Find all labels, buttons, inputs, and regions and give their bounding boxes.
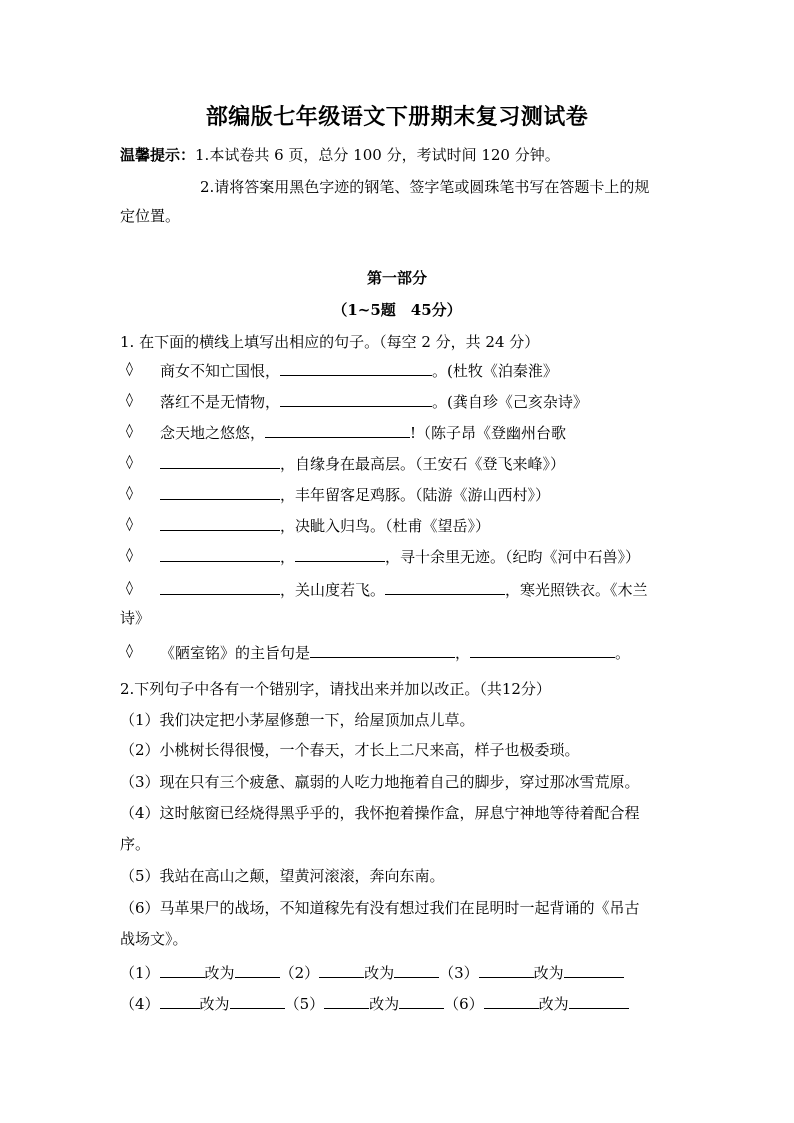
tips-label: 温馨提示： [120,146,196,164]
part-heading: 第一部分 [366,269,427,287]
bullet-icon: ◊ [126,580,133,596]
answer-blank[interactable] [160,578,280,595]
answer-blank[interactable] [295,545,385,562]
answer-blank[interactable] [484,992,539,1009]
q1-item-6 [160,514,490,536]
item-post: ，寒光照铁衣。《木兰 [505,581,648,599]
q1-item-3 [160,421,566,443]
item-mid: ， [455,644,471,662]
answer-blank[interactable] [569,992,629,1009]
answer-blank[interactable] [394,961,439,978]
bullet-icon: ◊ [126,643,133,659]
q1-item-5 [160,483,550,505]
answer-blank[interactable] [160,992,200,1009]
answer-blank[interactable] [235,961,280,978]
change-label: 改为 [533,964,564,982]
item-post: 。(杜牧《泊秦淮》 [432,362,558,380]
q2-answer-row-2 [120,992,629,1014]
q1-item-7 [160,545,640,567]
part-subheading: （1~5题 45分） [332,301,462,319]
item-post: ，自缘身在最高层。（王安石《登飞来峰》） [280,455,566,473]
answer-blank[interactable] [160,483,280,500]
tips-line-3: 定位置。 [120,207,181,225]
change-label: 改为 [364,964,395,982]
item-post: !（陈子昂《登幽州台歌 [410,424,567,442]
answer-number: （5） [284,995,325,1013]
q2-stem: 2.下列句子中各有一个错别字，请找出来并加以改正。（共12分） [120,680,551,698]
change-label: 改为 [538,995,569,1013]
answer-blank[interactable] [564,961,624,978]
q2-sentence-6-wrap: 战场文》。 [120,930,188,948]
answer-blank[interactable] [160,514,280,531]
bullet-icon: ◊ [126,516,133,532]
answer-number: （6） [444,995,484,1013]
tips-line-1 [120,145,560,165]
answer-blank[interactable] [324,992,369,1009]
q1-item-8 [160,578,648,600]
answer-blank[interactable] [230,992,285,1009]
change-label: 改为 [369,995,400,1013]
bullet-icon: ◊ [126,423,133,439]
bullet-icon: ◊ [126,361,133,377]
answer-blank[interactable] [265,421,410,438]
answer-blank[interactable] [470,641,615,658]
change-label: 改为 [204,964,235,982]
item-mid: ，关山度若飞。 [280,581,386,599]
q2-answer-row-1 [120,961,624,983]
tips-line-2: 2.请将答案用黑色字迹的钢笔、签字笔或圆珠笔书写在答题卡上的规 [200,178,650,196]
item-pre: 商女不知亡国恨， [160,362,281,380]
q1-item-4 [160,452,565,474]
bullet-icon: ◊ [126,547,133,563]
page-title: 部编版七年级语文下册期末复习测试卷 [205,104,589,130]
answer-blank[interactable] [319,961,364,978]
bullet-icon: ◊ [126,485,133,501]
item-pre: 《陋室铭》的主旨句是 [160,644,311,662]
item-post: ，决眦入归鸟。（杜甫《望岳》） [280,517,491,535]
answer-blank[interactable] [280,359,432,376]
q2-sentence-4-wrap: 序。 [120,835,151,853]
q2-sentence-3: （3）现在只有三个疲惫、羸弱的人吃力地拖着自己的脚步，穿过那冰雪荒原。 [120,773,640,791]
item-post: ，寻十余里无迹。（纪昀《河中石兽》） [385,548,641,566]
q2-sentence-5: （5）我站在高山之颠，望黄河滚滚，奔向东南。 [120,867,445,885]
bullet-icon: ◊ [126,392,133,408]
q2-sentence-2: （2）小桃树长得很慢，一个春天，才长上二尺来高，样子也极委琐。 [120,741,580,759]
answer-blank[interactable] [280,390,432,407]
answer-blank[interactable] [385,578,505,595]
answer-blank[interactable] [160,452,280,469]
change-label: 改为 [199,995,230,1013]
q1-item-9 [160,641,630,663]
q1-item-1 [160,359,558,381]
answer-blank[interactable] [160,961,205,978]
item-post: 。(龚自珍《己亥杂诗》 [432,393,588,411]
answer-blank[interactable] [399,992,444,1009]
answer-number: （1） [120,964,160,982]
answer-number: （3） [439,964,479,982]
item-mid: ， [280,548,296,566]
item-pre: 念天地之悠悠， [160,424,266,442]
q1-item-2 [160,390,588,412]
answer-number: （4） [120,995,160,1013]
q2-sentence-6: （6）马革果尸的战场，不知道稼先有没有想过我们在昆明时一起背诵的《吊古 [120,899,640,917]
answer-blank[interactable] [479,961,534,978]
q1-item-8-wrap: 诗》 [120,609,151,627]
answer-blank[interactable] [160,545,280,562]
answer-blank[interactable] [310,641,455,658]
tips-text-1: 1.本试卷共 6 页，总分 100 分，考试时间 120 分钟。 [195,146,560,164]
item-post: 。 [615,644,631,662]
item-post: ，丰年留客足鸡豚。（陆游《游山西村》） [280,486,551,504]
bullet-icon: ◊ [126,454,133,470]
item-pre: 落红不是无情物， [160,393,281,411]
q2-sentence-4: （4）这时舷窗已经烧得黑乎乎的，我怀抱着操作盒，屏息宁神地等待着配合程 [120,804,640,822]
answer-number: （2） [279,964,320,982]
q1-stem: 1. 在下面的横线上填写出相应的句子。（每空 2 分，共 24 分） [120,333,540,351]
q2-sentence-1: （1）我们决定把小茅屋修憩一下，给屋顶加点儿草。 [120,711,475,729]
